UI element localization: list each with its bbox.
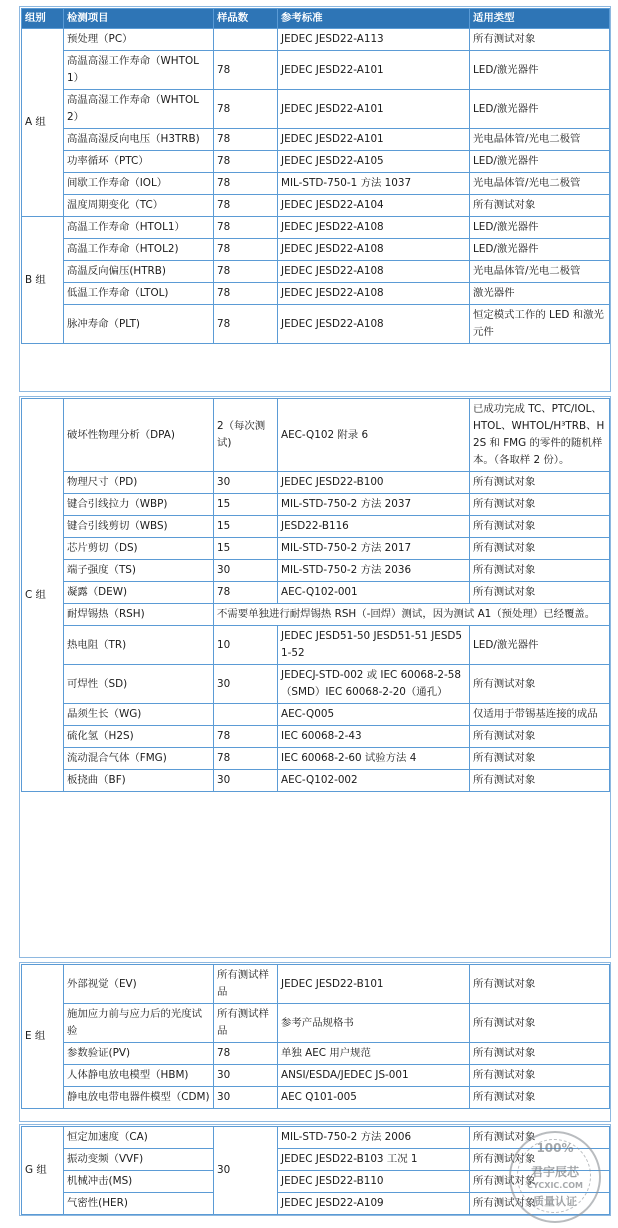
sample-count: 30: [214, 1127, 278, 1215]
table-row: [22, 726, 610, 748]
applicable-type: 所有测试对象: [470, 582, 610, 604]
applicable-type: 所有测试对象: [470, 516, 610, 538]
test-item: 功率循环（PTC）: [64, 151, 214, 173]
test-item: 高温工作寿命（HTOL1）: [64, 217, 214, 239]
sample-count: 78: [214, 151, 278, 173]
applicable-type: 所有测试对象: [470, 665, 610, 704]
table-row: [22, 283, 610, 305]
test-item: 板挠曲（BF): [64, 770, 214, 792]
reference-standard: JEDEC JESD51-50 JESD51-51 JESD51-52: [278, 626, 470, 665]
test-item: 高温高湿反向电压（H3TRB): [64, 129, 214, 151]
sample-count: 30: [214, 1087, 278, 1109]
reference-standard: JEDEC JESD22-A113: [278, 29, 470, 51]
test-item: 振动变频（VVF): [64, 1149, 214, 1171]
table-row: [22, 261, 610, 283]
sample-count: 78: [214, 283, 278, 305]
applicable-type: 所有测试对象: [470, 1004, 610, 1043]
reference-standard: MIL-STD-750-2 方法 2036: [278, 560, 470, 582]
reference-standard: JEDEC JESD22-A108: [278, 283, 470, 305]
test-item: 芯片剪切（DS): [64, 538, 214, 560]
group-label: C 组: [22, 399, 64, 792]
table-row: [22, 217, 610, 239]
reference-standard: IEC 60068-2-60 试验方法 4: [278, 748, 470, 770]
reference-standard: MIL-STD-750-1 方法 1037: [278, 173, 470, 195]
test-item: 脉冲寿命（PLT): [64, 305, 214, 344]
header-row: [22, 9, 610, 29]
reference-standard: 参考产品规格书: [278, 1004, 470, 1043]
applicable-type: 光电晶体管/光电二极管: [470, 129, 610, 151]
reference-standard: JEDECJ-STD-002 或 IEC 60068-2-58（SMD）IEC 60068-2-20（通孔）: [278, 665, 470, 704]
test-item: 高温工作寿命（HTOL2): [64, 239, 214, 261]
reference-standard: AEC-Q102-002: [278, 770, 470, 792]
test-item: 机械冲击(MS): [64, 1171, 214, 1193]
sample-count: 所有测试样品: [214, 965, 278, 1004]
test-item: 硫化氢（H2S): [64, 726, 214, 748]
sample-count: 30: [214, 665, 278, 704]
reference-standard: JEDEC JESD22-A101: [278, 51, 470, 90]
test-item: 施加应力前与应力后的光度试验: [64, 1004, 214, 1043]
applicable-type: 已成功完成 TC、PTC/IOL、HTOL、WHTOL/H³TRB、H2S 和 FMG 的零件的随机样本。（各取样 2 份）。: [470, 399, 610, 472]
applicable-type: 所有测试对象: [470, 538, 610, 560]
test-item: 键合引线剪切（WBS): [64, 516, 214, 538]
table-row: [22, 626, 610, 665]
table-row: [22, 399, 610, 472]
reference-standard: JEDEC JESD22-A104: [278, 195, 470, 217]
sample-count: 30: [214, 1065, 278, 1087]
test-item: 参数验证(PV): [64, 1043, 214, 1065]
table-row: [22, 516, 610, 538]
test-item: 温度周期变化（TC）: [64, 195, 214, 217]
reference-standard: AEC-Q102 附录 6: [278, 399, 470, 472]
group-label: A 组: [22, 29, 64, 217]
table-row: [22, 560, 610, 582]
reference-standard: MIL-STD-750-2 方法 2006: [278, 1127, 470, 1149]
sample-count: 78: [214, 582, 278, 604]
test-item: 间歇工作寿命（IOL）: [64, 173, 214, 195]
sample-count: 78: [214, 1043, 278, 1065]
col-item-header: 检测项目: [64, 9, 214, 29]
test-item: 预处理（PC）: [64, 29, 214, 51]
reference-standard: JEDEC JESD22-A108: [278, 217, 470, 239]
sample-count: 78: [214, 748, 278, 770]
table-row: [22, 604, 610, 626]
test-item: 晶须生长（WG): [64, 704, 214, 726]
reference-standard: JEDEC JESD22-A108: [278, 305, 470, 344]
e-table: [21, 964, 610, 1109]
applicable-type: LED/激光器件: [470, 217, 610, 239]
test-item: 键合引线拉力（WBP): [64, 494, 214, 516]
sample-count: 30: [214, 770, 278, 792]
applicable-type: 所有测试对象: [470, 1171, 610, 1193]
table-row: [22, 538, 610, 560]
reference-standard: JEDEC JESD22-B101: [278, 965, 470, 1004]
test-item: 静电放电带电器件模型（CDM): [64, 1087, 214, 1109]
col-standard-header: 参考标准: [278, 9, 470, 29]
reference-standard: JEDEC JESD22-A105: [278, 151, 470, 173]
col-group-header: 组别: [22, 9, 64, 29]
applicable-type: LED/激光器件: [470, 51, 610, 90]
reference-standard: JEDEC JESD22-A108: [278, 261, 470, 283]
table-row: [22, 1043, 610, 1065]
table-row: [22, 195, 610, 217]
quality-stamp: [509, 1131, 601, 1223]
applicable-type: 光电晶体管/光电二极管: [470, 173, 610, 195]
reference-standard: IEC 60068-2-43: [278, 726, 470, 748]
sample-count: 所有测试样品: [214, 1004, 278, 1043]
reference-standard: 单独 AEC 用户规范: [278, 1043, 470, 1065]
table-row: [22, 29, 610, 51]
applicable-type: 所有测试对象: [470, 29, 610, 51]
sample-count: 2（每次测试): [214, 399, 278, 472]
sample-count: [214, 29, 278, 51]
stamp-name: 君宇辰芯: [530, 1165, 579, 1179]
table-row: [22, 494, 610, 516]
test-item: 凝露（DEW): [64, 582, 214, 604]
table-row: [22, 90, 610, 129]
test-item: 高温高湿工作寿命（WHTOL2）: [64, 90, 214, 129]
sample-count: 78: [214, 217, 278, 239]
test-item: 高温高湿工作寿命（WHTOL1）: [64, 51, 214, 90]
sample-count: 78: [214, 261, 278, 283]
reference-standard: MIL-STD-750-2 方法 2017: [278, 538, 470, 560]
sample-count: 15: [214, 538, 278, 560]
group-label: E 组: [22, 965, 64, 1109]
applicable-type: 所有测试对象: [470, 560, 610, 582]
test-item: 外部视觉（EV): [64, 965, 214, 1004]
applicable-type: 所有测试对象: [470, 748, 610, 770]
table-row: [22, 704, 610, 726]
sample-count: 78: [214, 305, 278, 344]
reference-standard: JEDEC JESD22-A108: [278, 239, 470, 261]
rsh-note: 不需要单独进行耐焊锡热 RSH（-回焊）测试，因为测试 A1（预处理）已经覆盖。: [214, 604, 610, 626]
table-row: [22, 1004, 610, 1043]
table-row: [22, 239, 610, 261]
reference-standard: JEDEC JESD22-A101: [278, 90, 470, 129]
reference-standard: ANSI/ESDA/JEDEC JS-001: [278, 1065, 470, 1087]
reference-standard: JEDEC JESD22-A101: [278, 129, 470, 151]
sample-count: 78: [214, 90, 278, 129]
test-item: 流动混合气体（FMG): [64, 748, 214, 770]
applicable-type: LED/激光器件: [470, 151, 610, 173]
applicable-type: 所有测试对象: [470, 726, 610, 748]
table-row: [22, 51, 610, 90]
test-item: 人体静电放电模型（HBM): [64, 1065, 214, 1087]
reference-standard: JEDEC JESD22-B103 工况 1: [278, 1149, 470, 1171]
table-row: [22, 151, 610, 173]
c-table: [21, 398, 610, 792]
applicable-type: 所有测试对象: [470, 1149, 610, 1171]
reference-standard: AEC-Q102-001: [278, 582, 470, 604]
stamp-domain: CYCXIC.COM: [527, 1181, 583, 1190]
group-label: G 组: [22, 1127, 64, 1215]
applicable-type: 所有测试对象: [470, 1043, 610, 1065]
applicable-type: 激光器件: [470, 283, 610, 305]
table-row: [22, 770, 610, 792]
reference-standard: JESD22-B116: [278, 516, 470, 538]
stamp-percent: 100%: [536, 1141, 574, 1155]
sample-count: 78: [214, 129, 278, 151]
test-item: 气密性(HER): [64, 1193, 214, 1215]
test-item: 高温反向偏压(HTRB): [64, 261, 214, 283]
table-row: [22, 1087, 610, 1109]
applicable-type: 所有测试对象: [470, 1127, 610, 1149]
table-row: [22, 1065, 610, 1087]
applicable-type: 光电晶体管/光电二极管: [470, 261, 610, 283]
sample-count: 78: [214, 239, 278, 261]
sample-count: 30: [214, 560, 278, 582]
applicable-type: LED/激光器件: [470, 626, 610, 665]
reference-standard: JEDEC JESD22-B110: [278, 1171, 470, 1193]
applicable-type: LED/激光器件: [470, 239, 610, 261]
table-row: [22, 748, 610, 770]
test-item: 耐焊锡热（RSH): [64, 604, 214, 626]
table-row: [22, 129, 610, 151]
group-label: B 组: [22, 217, 64, 344]
applicable-type: 所有测试对象: [470, 1193, 610, 1215]
applicable-type: LED/激光器件: [470, 90, 610, 129]
reference-standard: AEC Q101-005: [278, 1087, 470, 1109]
sample-count: 78: [214, 195, 278, 217]
sample-count: 78: [214, 51, 278, 90]
test-item: 低温工作寿命（LTOL): [64, 283, 214, 305]
ab-table: [21, 8, 610, 344]
reference-standard: MIL-STD-750-2 方法 2037: [278, 494, 470, 516]
applicable-type: 恒定模式工作的 LED 和激光元件: [470, 305, 610, 344]
sample-count: 15: [214, 516, 278, 538]
table-row: [22, 472, 610, 494]
col-type-header: 适用类型: [470, 9, 610, 29]
sample-count: 10: [214, 626, 278, 665]
test-item: 破坏性物理分析（DPA): [64, 399, 214, 472]
table-row: [22, 582, 610, 604]
col-samples-header: 样品数: [214, 9, 278, 29]
test-item: 可焊性（SD): [64, 665, 214, 704]
sample-count: 30: [214, 472, 278, 494]
reference-standard: AEC-Q005: [278, 704, 470, 726]
table-row: [22, 305, 610, 344]
applicable-type: 所有测试对象: [470, 195, 610, 217]
table-row: [22, 665, 610, 704]
sample-count: 15: [214, 494, 278, 516]
applicable-type: 所有测试对象: [470, 1065, 610, 1087]
table-row: [22, 173, 610, 195]
test-item: 端子强度（TS): [64, 560, 214, 582]
test-item: 物理尺寸（PD): [64, 472, 214, 494]
reference-standard: JEDEC JESD22-A109: [278, 1193, 470, 1215]
reference-standard: JEDEC JESD22-B100: [278, 472, 470, 494]
table-row: [22, 965, 610, 1004]
sample-count: 78: [214, 173, 278, 195]
sample-count: 78: [214, 726, 278, 748]
applicable-type: 所有测试对象: [470, 1087, 610, 1109]
test-item: 热电阻（TR): [64, 626, 214, 665]
applicable-type: 所有测试对象: [470, 965, 610, 1004]
applicable-type: 所有测试对象: [470, 770, 610, 792]
applicable-type: 所有测试对象: [470, 472, 610, 494]
applicable-type: 仅适用于带锡基连接的成品: [470, 704, 610, 726]
stamp-cert: 质量认证: [533, 1195, 577, 1208]
sample-count: [214, 704, 278, 726]
test-item: 恒定加速度（CA): [64, 1127, 214, 1149]
applicable-type: 所有测试对象: [470, 494, 610, 516]
